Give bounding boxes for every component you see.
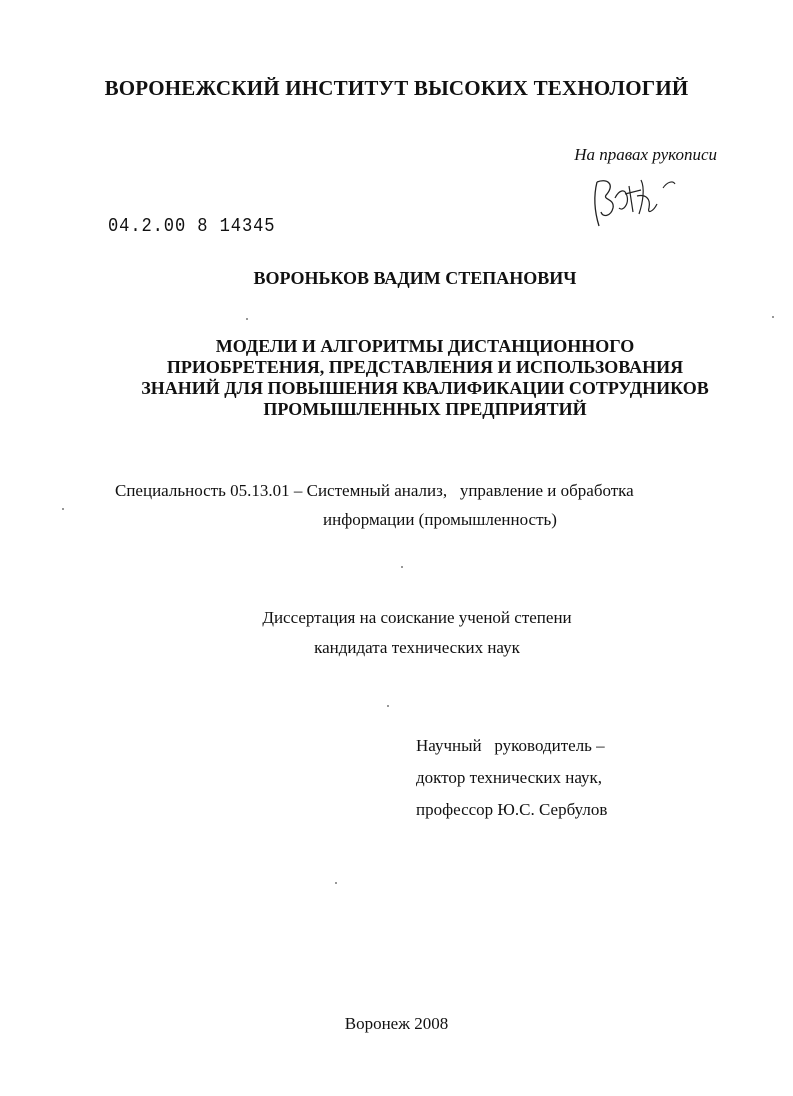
title-line: ЗНАНИЙ ДЛЯ ПОВЫШЕНИЯ КВАЛИФИКАЦИИ СОТРУДНИКОВ bbox=[141, 378, 709, 398]
supervisor-line: профессор Ю.С. Сербулов bbox=[416, 800, 608, 819]
scan-speck bbox=[772, 316, 774, 318]
specialty-line: информации (промышленность) bbox=[323, 510, 557, 529]
scan-speck bbox=[401, 566, 403, 568]
author-name: ВОРОНЬКОВ ВАДИМ СТЕПАНОВИЧ bbox=[253, 268, 577, 288]
city-and-year: Воронеж 2008 bbox=[344, 1014, 449, 1033]
scan-speck bbox=[387, 705, 389, 707]
degree-statement bbox=[247, 603, 587, 663]
specialty-line: Специальность 05.13.01 – Системный анализ, управление и обработка bbox=[115, 481, 634, 500]
handwritten-signature bbox=[585, 168, 680, 230]
dissertation-title bbox=[105, 336, 745, 420]
degree-line: кандидата технических наук bbox=[314, 638, 520, 657]
scientific-supervisor bbox=[416, 730, 607, 826]
document-number: 04.2.00 8 14345 bbox=[108, 215, 276, 237]
scan-speck bbox=[335, 882, 337, 884]
title-line: ПРИОБРЕТЕНИЯ, ПРЕДСТАВЛЕНИЯ И ИСПОЛЬЗОВАНИЯ bbox=[166, 357, 684, 377]
supervisor-line: Научный руководитель – bbox=[416, 736, 605, 755]
degree-line: Диссертация на соискание ученой степени bbox=[262, 608, 572, 627]
title-line: МОДЕЛИ И АЛГОРИТМЫ ДИСТАНЦИОННОГО bbox=[215, 336, 635, 356]
supervisor-line: доктор технических наук, bbox=[416, 768, 603, 787]
scan-speck bbox=[62, 508, 64, 510]
rights-note: На правах рукописи bbox=[574, 145, 717, 164]
scan-speck bbox=[246, 318, 248, 320]
institute-name: ВОРОНЕЖСКИЙ ИНСТИТУТ ВЫСОКИХ ТЕХНОЛОГИЙ bbox=[104, 76, 689, 100]
title-line: ПРОМЫШЛЕННЫХ ПРЕДПРИЯТИЙ bbox=[263, 399, 587, 419]
